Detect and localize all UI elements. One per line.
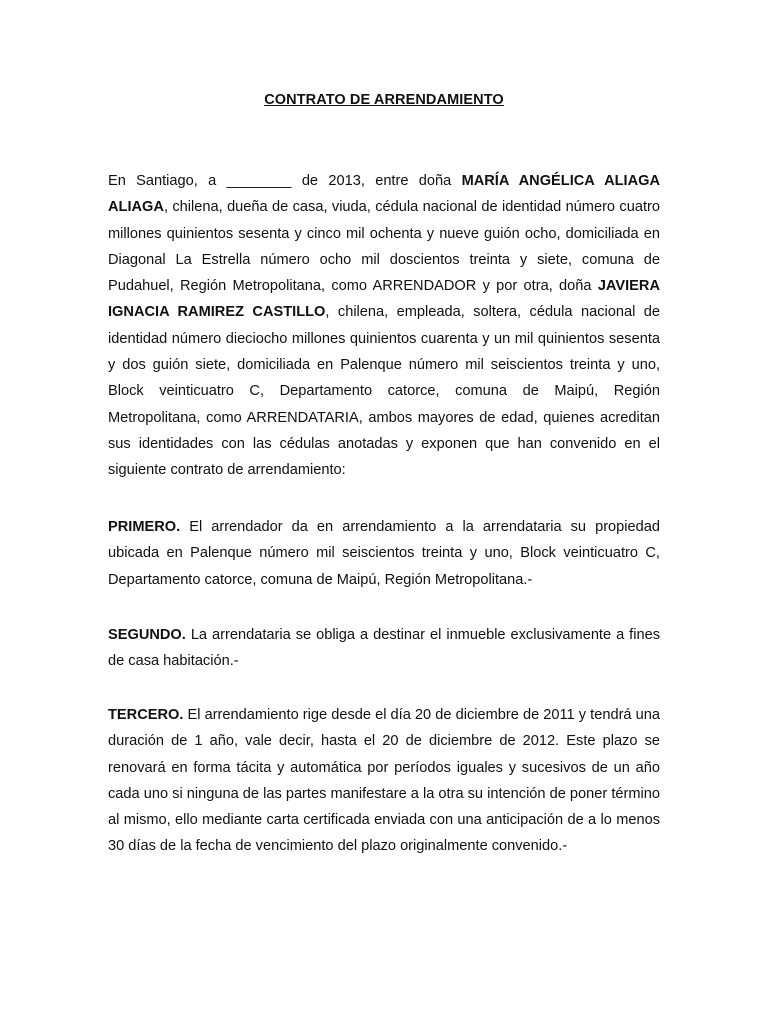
document-title: CONTRATO DE ARRENDAMIENTO — [264, 92, 504, 108]
clause-heading: PRIMERO. — [108, 519, 181, 535]
intro-paragraph — [108, 168, 660, 484]
clause-heading: SEGUNDO. — [108, 627, 186, 643]
lessee-name: JAVIERA IGNACIA RAMIREZ CASTILLO — [108, 278, 660, 321]
intro-text-3: , chilena, empleada, soltera, cédula nacional de identidad número dieciocho millones quinientos cuarenta y un mil quinientos sesenta y dos guión siete, domiciliada en Palenque número mil seiscientos treinta y uno, Block veinticuatro C, Departamento catorce, comuna de Maipú, Región Metropolitana, como ARRENDATARIA, ambos mayores de edad, quienes acreditan sus identidades con las cédulas anotadas y exponen que han convenido en el siguiente contrato de arrendamiento: — [108, 304, 661, 479]
clause-tercero — [108, 702, 660, 860]
intro-text-1: En Santiago, a ________ de 2013, entre doña — [108, 173, 462, 189]
clause-segundo — [108, 622, 660, 675]
clause-heading: TERCERO. — [108, 707, 184, 723]
intro-text-2: , chilena, dueña de casa, viuda, cédula nacional de identidad número cuatro millones quinientos sesenta y cinco mil ochenta y nueve guión ocho, domiciliada en Diagonal La Estrella número ocho mil doscientos treinta y siete, comuna de Pudahuel, Región Metropolitana, como ARRENDADOR y por otra, doña — [108, 199, 660, 295]
clause-text: La arrendataria se obliga a destinar el inmueble exclusivamente a fines de casa habitación.- — [108, 627, 660, 670]
clause-text: El arrendamiento rige desde el día 20 de diciembre de 2011 y tendrá una duración de 1 año, vale decir, hasta el 20 de diciembre de 2012. Este plazo se renovará en forma tácita y automática por períodos iguales y sucesivos de un año cada uno si ninguna de las partes manifestare a la otra su intención de poner término al mismo, ello mediante carta certificada enviada con una anticipación de a lo menos 30 días de la fecha de vencimiento del plazo originalmente convenido.- — [108, 707, 660, 855]
clause-primero — [108, 514, 660, 593]
lessor-name: MARÍA ANGÉLICA ALIAGA ALIAGA — [108, 173, 661, 216]
clause-text: El arrendador da en arrendamiento a la arrendataria su propiedad ubicada en Palenque número mil seiscientos treinta y uno, Block veinticuatro C, Departamento catorce, comuna de Maipú, Región Metropolitana.- — [108, 519, 660, 588]
